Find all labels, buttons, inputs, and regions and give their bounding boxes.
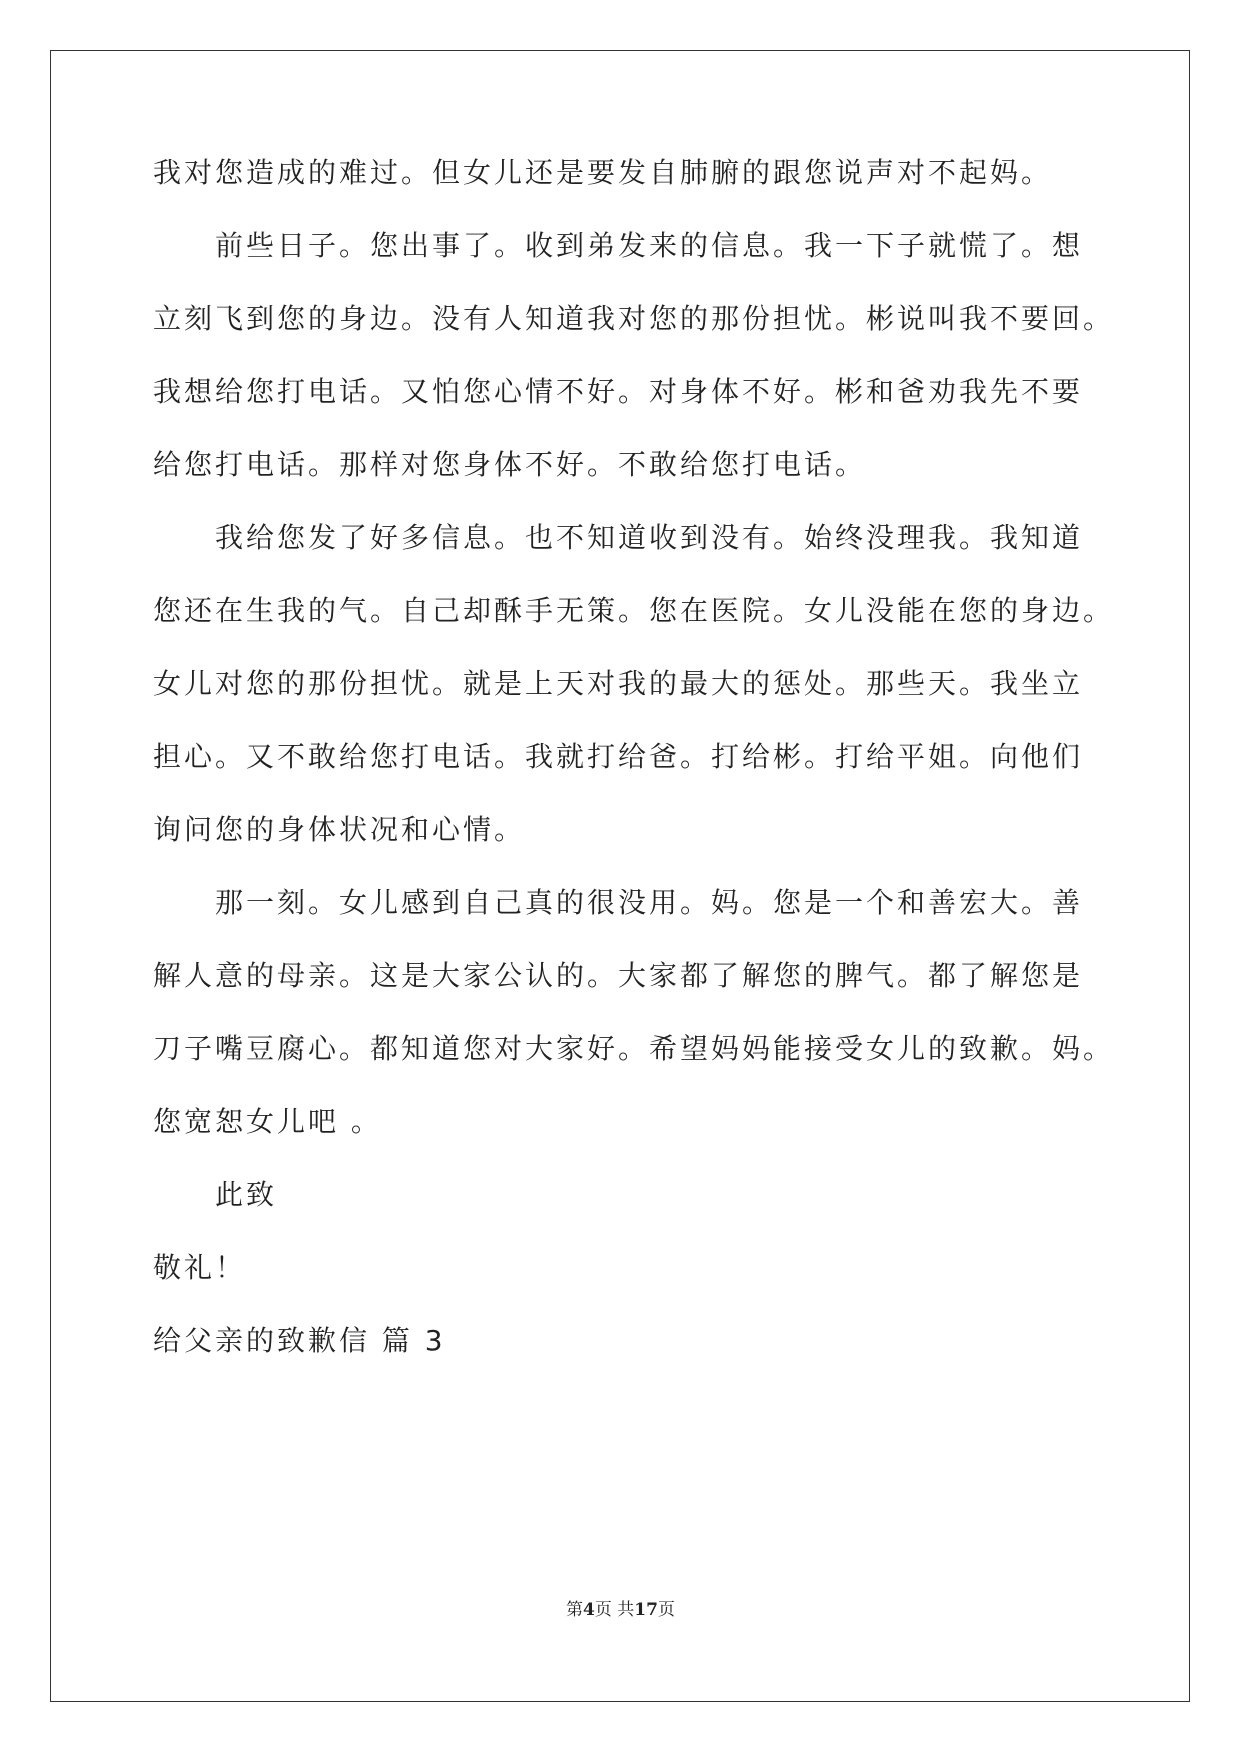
text-line-10: 询问您的身体状况和心情。	[153, 813, 526, 846]
closing-salutation: 此致	[215, 1178, 278, 1211]
total-page-number: 17	[634, 1600, 658, 1620]
text-line-11: 那一刻。女儿感到自己真的很没用。妈。您是一个和善宏大。善	[215, 886, 1084, 919]
footer-suffix: 页	[657, 1600, 675, 1620]
text-line-12: 解人意的母亲。这是大家公认的。大家都了解您的脾气。都了解您是	[153, 959, 1084, 992]
text-line-6: 我给您发了好多信息。也不知道收到没有。始终没理我。我知道	[215, 521, 1084, 554]
page-border	[50, 50, 1190, 1702]
text-line-2: 前些日子。您出事了。收到弟发来的信息。我一下子就慌了。想	[215, 229, 1084, 262]
section-heading: 给父亲的致歉信 篇 3	[153, 1324, 446, 1357]
text-line-3: 立刻飞到您的身边。没有人知道我对您的那份担忧。彬说叫我不要回。	[153, 302, 1115, 335]
text-line-8: 女儿对您的那份担忧。就是上天对我的最大的惩处。那些天。我坐立	[153, 667, 1084, 700]
text-line-13: 刀子嘴豆腐心。都知道您对大家好。希望妈妈能接受女儿的致歉。妈。	[153, 1032, 1115, 1065]
footer-middle: 页 共	[594, 1600, 635, 1620]
current-page-number: 4	[583, 1600, 595, 1620]
text-line-14: 您宽恕女儿吧 。	[153, 1105, 382, 1138]
footer-prefix: 第	[566, 1600, 584, 1620]
closing-regards: 敬礼！	[153, 1251, 247, 1284]
page-footer	[0, 1599, 1241, 1621]
text-line-9: 担心。又不敢给您打电话。我就打给爸。打给彬。打给平姐。向他们	[153, 740, 1084, 773]
text-line-1: 我对您造成的难过。但女儿还是要发自肺腑的跟您说声对不起妈。	[153, 156, 1053, 189]
text-line-5: 给您打电话。那样对您身体不好。不敢给您打电话。	[153, 448, 867, 481]
text-line-7: 您还在生我的气。自己却酥手无策。您在医院。女儿没能在您的身边。	[153, 594, 1115, 627]
text-line-4: 我想给您打电话。又怕您心情不好。对身体不好。彬和爸劝我先不要	[153, 375, 1084, 408]
